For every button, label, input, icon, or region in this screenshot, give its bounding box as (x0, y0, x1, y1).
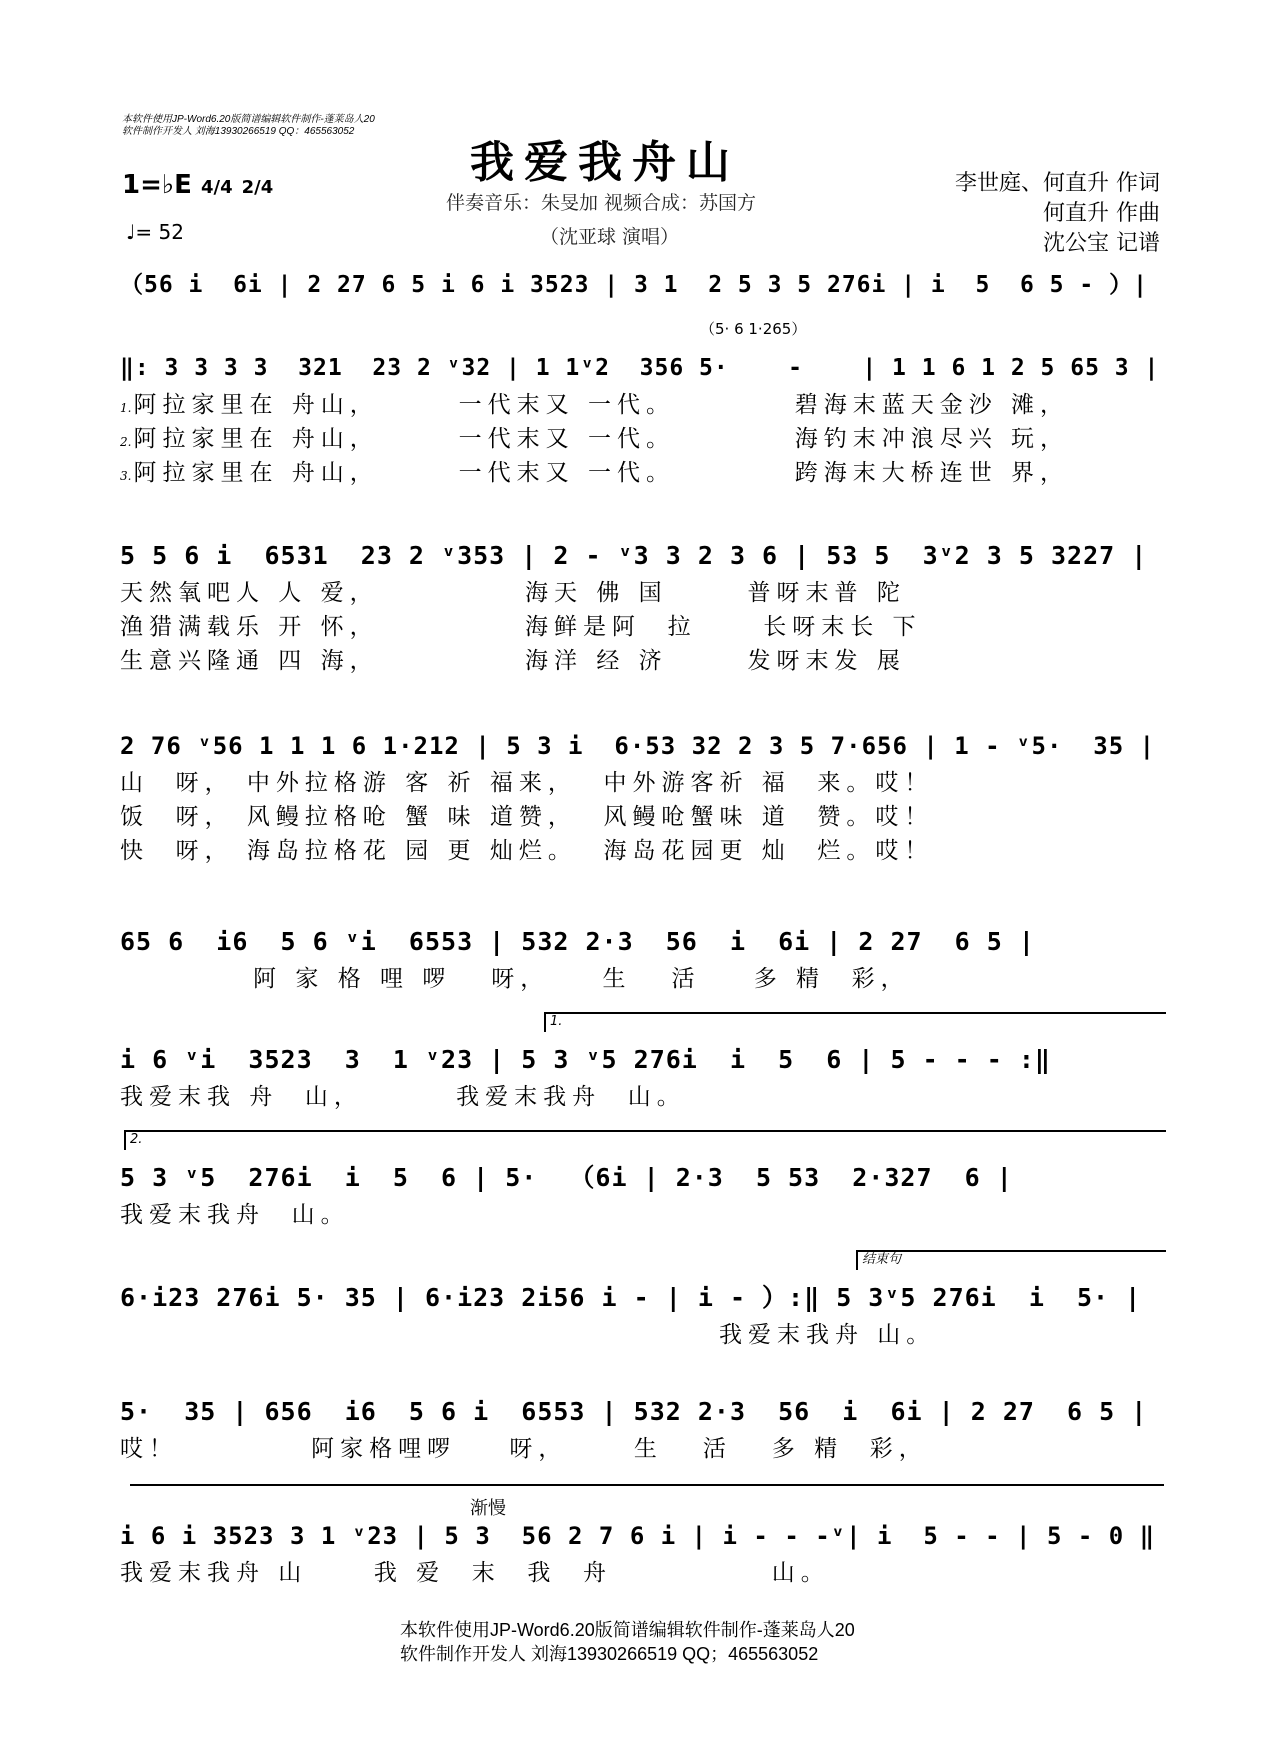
notation-line: i 6 ᵛi 3523 3 1 ᵛ23 | 5 3 ᵛ5 276i i 5 6 | 5 - - - :‖ (120, 1045, 1051, 1074)
score-system (120, 265, 1160, 305)
annotation: （5· 6 1·265） (700, 320, 807, 338)
verse-number: 2. (120, 435, 132, 449)
lyric-line: 阿 家 格 哩 啰 呀， 生 活 多 精 彩， (120, 966, 910, 992)
lyric-line: 我爱末我 舟 山， 我爱末我舟 山。 (120, 1084, 686, 1110)
notation-line: ‖: 3 3 3 3 321 23 2 ᵛ32 | 1 1ᵛ2 356 5· - | 1 1 6 1 2 5 65 3 | (120, 355, 1160, 381)
score-system (120, 1158, 1160, 1232)
score-system (120, 922, 1160, 996)
tempo-marking: ♩= 52 (126, 220, 184, 244)
score-system (120, 1392, 1160, 1466)
lyric-text: 阿拉家里在 舟山， 一代末又 一代。 碧海末蓝天金沙 滩， (133, 392, 1070, 418)
notation-line: 65 6 i6 5 6 ᵛi 6553 | 532 2·3 56 i 6i | 2 27 6 5 | (120, 927, 1035, 956)
volta-bracket-1: 1. (544, 1012, 1166, 1032)
key-signature (122, 170, 273, 200)
notation-line: 2 76 ᵛ56 1 1 1 6 1·212 | 5 3 i 6·53 32 2 3 5 7·656 | 1 - ᵛ5· 35 | (120, 732, 1156, 760)
subtitle-singer: （沈亚球 演唱） (540, 226, 680, 248)
lyric-line: 哎！ 阿家格哩啰 呀， 生 活 多 精 彩， (120, 1436, 928, 1462)
notation-line: i 6 i 3523 3 1 ᵛ23 | 5 3 56 2 7 6 i | i - - -ᵛ| i 5 - - | 5 - 0 ‖ (120, 1522, 1156, 1550)
volta-bracket-2: 2. (124, 1130, 1166, 1150)
lyric-verse-3: 快 呀， 海岛拉格花 园 更 灿烂。 海岛花园更 灿 烂。哎！ (120, 838, 934, 864)
lyric-verse-1 (120, 388, 1160, 422)
time-signature-2: 2/4 (241, 177, 274, 198)
lyric-verse-3: 生意兴隆通 四 海， 海洋 经 济 发呀末发 展 (120, 648, 906, 674)
lyric-verse-2: 饭 呀， 风鳗拉格呛 蟹 味 道赞， 风鳗呛蟹味 道 赞。哎！ (120, 804, 934, 830)
watermark-line-1: 本软件使用JP-Word6.20版简谱编辑软件制作-蓬莱岛人20 (122, 114, 375, 125)
notation-line: （56 i 6i | 2 27 6 5 i 6 i 3523 | 3 1 2 5 3 5 276i | i 5 6 5 - ）| (120, 272, 1148, 298)
footer-line-2: 软件制作开发人 刘海13930266519 QQ；465563052 (400, 1644, 819, 1664)
lyric-verse-2: 渔猎满载乐 开 怀， 海鲜是阿 拉 长呀末长 下 (120, 614, 922, 640)
time-signature-1: 4/4 (200, 177, 233, 198)
ending-bracket: 结束句 (856, 1250, 1166, 1270)
phrase-bracket (130, 1484, 1164, 1504)
verse-number: 3. (120, 469, 132, 483)
lyric-verse-3 (120, 456, 1160, 490)
credit-notation: 沈公宝 记谱 (1043, 231, 1160, 256)
lyric-line: 我爱末我舟 山 我 爱 末 我 舟 山。 (120, 1560, 830, 1586)
score-system (120, 1278, 1160, 1352)
lyric-line: 我爱末我舟 山。 (120, 1322, 936, 1348)
footer-line-1: 本软件使用JP-Word6.20版简谱编辑软件制作-蓬莱岛人20 (400, 1620, 855, 1640)
tempo-annotation: 渐慢 (470, 1498, 506, 1519)
score-system (120, 1516, 1160, 1590)
notation-line: 5 3 ᵛ5 276i i 5 6 | 5· （6i | 2·3 5 53 2·327 6 | (120, 1163, 1013, 1192)
lyric-verse-1: 山 呀， 中外拉格游 客 祈 福来， 中外游客祈 福 来。哎！ (120, 770, 934, 796)
notation-line: 6·i23 276i 5· 35 | 6·i23 2i56 i - | i - ）:‖ 5 3ᵛ5 276i i 5· | (120, 1283, 1142, 1312)
lyric-line: 我爱末我舟 山。 (120, 1202, 350, 1228)
watermark-line-2: 软件制作开发人 刘海13930266519 QQ：465563052 (122, 126, 355, 137)
credit-lyricist: 李世庭、何直升 作词 (955, 171, 1160, 196)
credit-composer: 何直升 作曲 (1043, 201, 1160, 226)
score-system (120, 536, 1160, 678)
subtitle-accompaniment: 伴奏音乐：朱旻加 视频合成：苏国方 (446, 192, 757, 214)
verse-number: 1. (120, 401, 132, 415)
lyric-verse-1: 天然氧吧人 人 爱， 海天 佛 国 普呀末普 陀 (120, 580, 906, 606)
notation-line: 5· 35 | 656 i6 5 6 i 6553 | 532 2·3 56 i 6i | 2 27 6 5 | (120, 1397, 1148, 1426)
lyric-text: 阿拉家里在 舟山， 一代末又 一代。 海钓末冲浪尽兴 玩， (133, 426, 1070, 452)
lyric-text: 阿拉家里在 舟山， 一代末又 一代。 跨海末大桥连世 界， (133, 460, 1070, 486)
score-system (120, 726, 1160, 868)
song-title: 我爱我舟山 (470, 137, 740, 188)
score-system (120, 1040, 1160, 1114)
lyric-verse-2 (120, 422, 1160, 456)
score-system (120, 348, 1160, 490)
key-label: 1=♭E (122, 170, 192, 200)
notation-line: 5 5 6 i 6531 23 2 ᵛ353 | 2 - ᵛ3 3 2 3 6 | 53 5 3ᵛ2 3 5 3227 | (120, 541, 1148, 570)
